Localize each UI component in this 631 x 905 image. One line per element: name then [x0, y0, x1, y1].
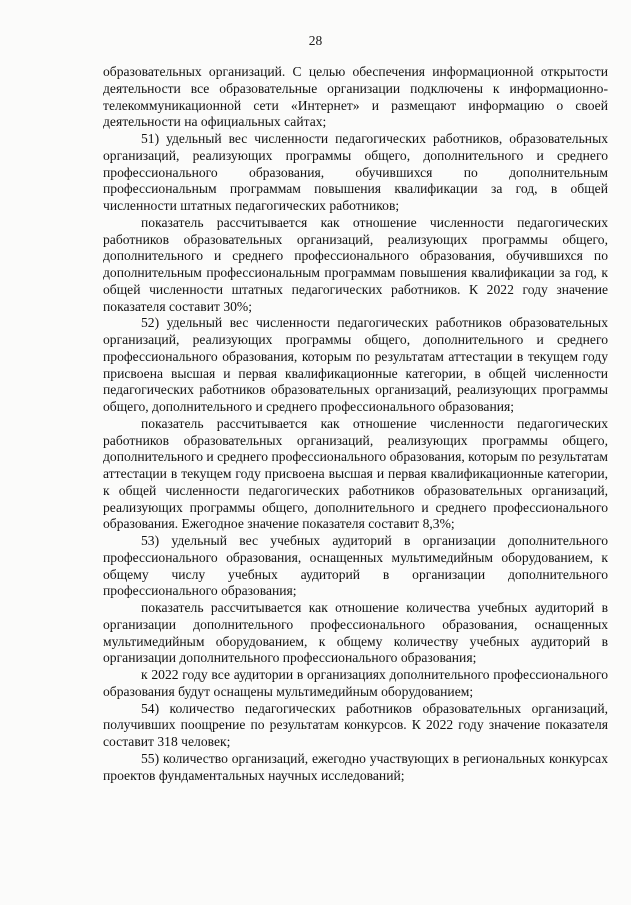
paragraph-item-55: 55) количество организаций, ежегодно участвующих в региональных конкурсах проектов фундаментальных научных исследований;	[103, 750, 608, 783]
paragraph-continuation: образовательных организаций. С целью обеспечения информационной открытости деятельности все образовательные организации подключены к информационно-телекоммуникационной сети «Интернет» и размещают информацию о своей деятельности на официальных сайтах;	[103, 64, 608, 130]
document-body	[103, 64, 608, 784]
paragraph-item-53-target: к 2022 году все аудитории в организациях дополнительного профессионального образования будут оснащены мультимедийным оборудованием;	[103, 667, 608, 699]
paragraph-item-52-calculation: показатель рассчитывается как отношение численности педагогических работников образовательных организаций, реализующих программы общего, дополнительного и среднего профессионального образования, которым по результатам аттестации в текущем году присвоена высшая и первая квалификационные категории, к общей численности педагогических работников образовательных организаций, реализующих программы общего, дополнительного и среднего профессионального образования. Ежегодное значение показателя составит 8,3%;	[103, 415, 608, 532]
paragraph-item-53: 53) удельный вес учебных аудиторий в организации дополнительного профессионального образования, оснащенных мультимедийным оборудованием, к общему числу учебных аудиторий в организации дополнительного профессионального образования;	[103, 533, 608, 599]
paragraph-item-52: 52) удельный вес численности педагогических работников образовательных организаций, реализующих программы общего, дополнительного и среднего профессионального образования, которым по результатам аттестации в текущем году присвоена высшая и первая квалификационные категории, в общей численности педагогических работников образовательных организаций, реализующих программы общего, дополнительного и среднего профессионального образования;	[103, 315, 608, 414]
paragraph-item-51-calculation: показатель рассчитывается как отношение численности педагогических работников образовательных организаций, реализующих программы общего, дополнительного и среднего профессионального образования, обучившихся по дополнительным профессиональным программам повышения квалификации за год, к общей численности штатных педагогических работников. К 2022 году значение показателя составит 30%;	[103, 214, 608, 314]
paragraph-item-53-calculation: показатель рассчитывается как отношение количества учебных аудиторий в организации дополнительного профессионального образования, оснащенных мультимедийным оборудованием, к общему количеству учебных аудиторий в организации дополнительного профессионального образования;	[103, 600, 608, 666]
page-number: 28	[308, 33, 323, 48]
paragraph-item-54: 54) количество педагогических работников образовательных организаций, получивших поощрение по результатам конкурсов. К 2022 году значение показателя составит 318 человек;	[103, 700, 608, 749]
paragraph-item-51: 51) удельный вес численности педагогических работников, образовательных организаций, реализующих программы общего, дополнительного и среднего профессионального образования, обучившихся по дополнительным профессиональным программам повышения квалификации за год, в общей численности штатных педагогических работников;	[103, 131, 608, 213]
